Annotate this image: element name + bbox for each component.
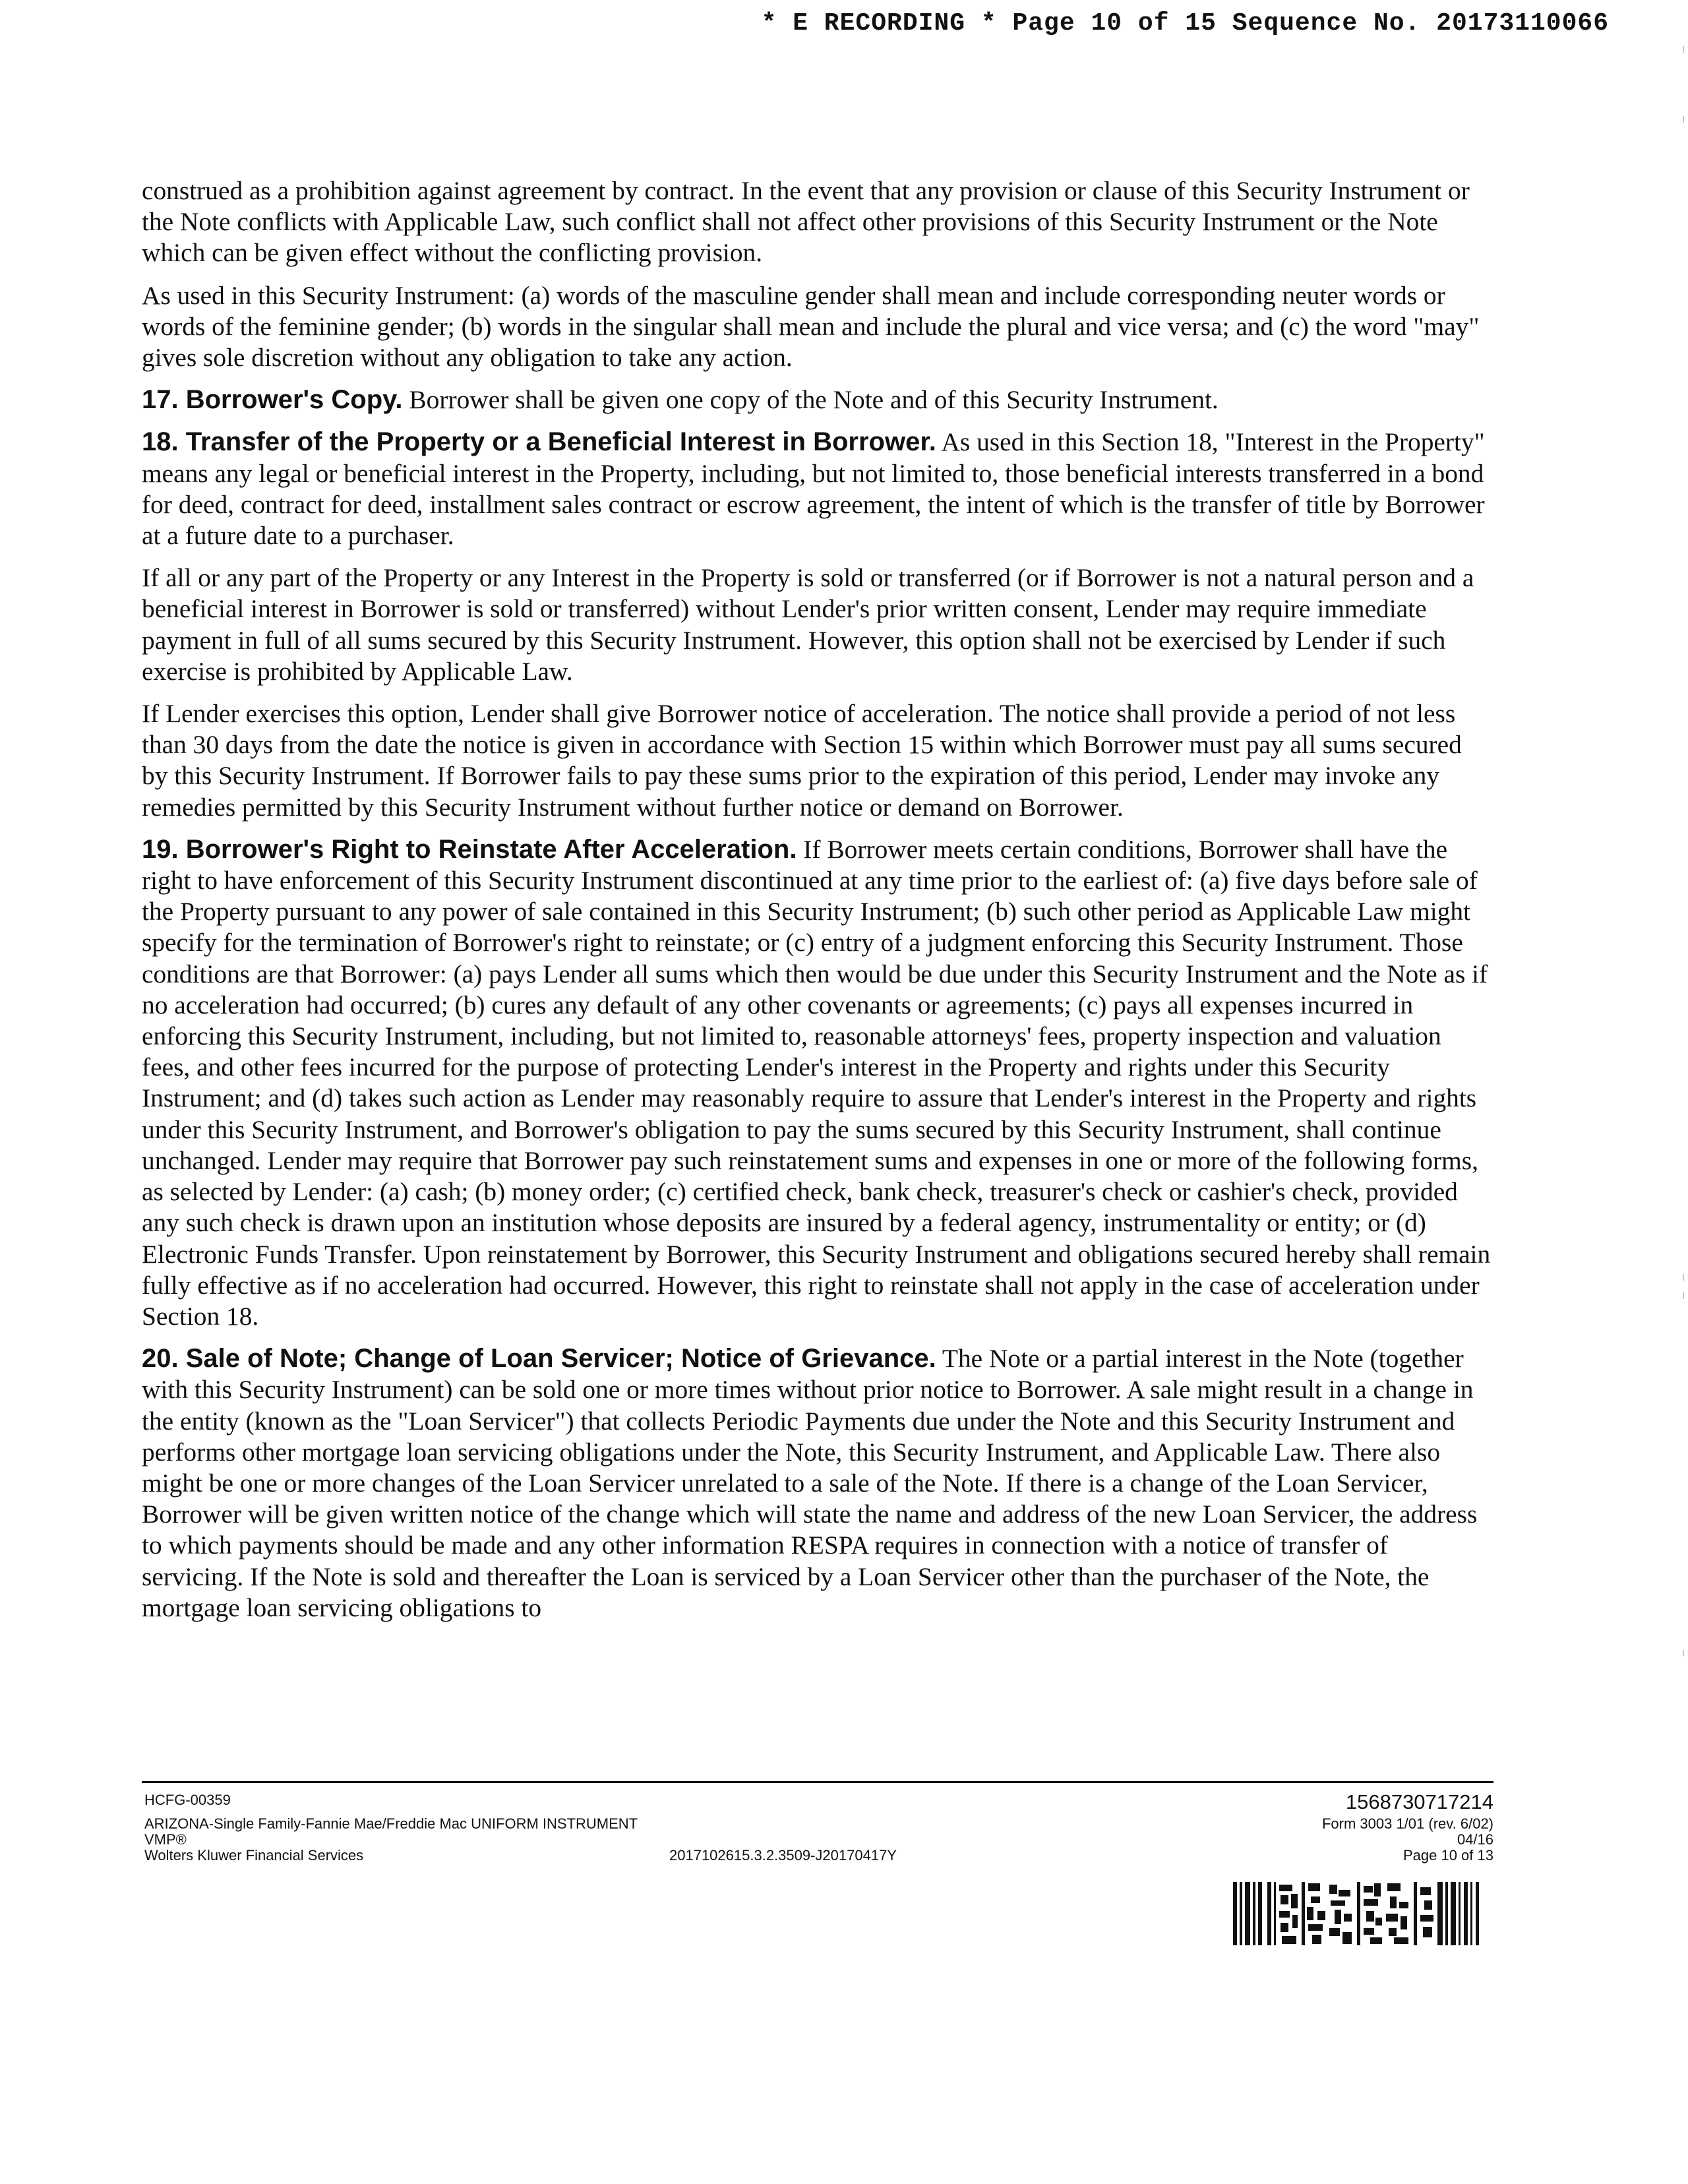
section-heading: 17. Borrower's Copy. bbox=[142, 385, 403, 415]
section-17 bbox=[142, 384, 1493, 415]
scan-edge-mark bbox=[1683, 116, 1684, 123]
scan-edge-mark bbox=[1683, 1650, 1684, 1656]
paragraph: If Lender exercises this option, Lender shall give Borrower notice of acceleration. The notice shall provide a period of not less than 30 days from the date the notice is given in accordance with Section 15 within which Borrower must pay all sums secured by this Security Instrument. If Borrower fails to pay these sums prior to the expiration of this period, Lender may invoke any remedies permitted by this Security Instrument without further notice or demand on Borrower. bbox=[142, 699, 1462, 822]
section-text: Borrower shall be given one copy of the Note and of this Security Instrument. bbox=[402, 385, 1219, 415]
scan-edge-mark bbox=[1683, 46, 1684, 53]
section-heading: 18. Transfer of the Property or a Beneficial Interest in Borrower. bbox=[142, 427, 936, 457]
section-heading: 20. Sale of Note; Change of Loan Servicer; Notice of Grievance. bbox=[142, 1344, 936, 1374]
document-body bbox=[142, 175, 1493, 1635]
section-text: As used in this Section 18, "Interest in the Property" means any legal or beneficial interest in the Property, including, but not limited to, those beneficial interests transferred in a bond for deed, contract for deed, installment sales contract or escrow agreement, the intent of which is the transfer of title by Borrower at a future date to a purchaser. bbox=[142, 427, 1485, 551]
form-date: 04/16 bbox=[1457, 1831, 1493, 1848]
barcode-graphic bbox=[1233, 1882, 1497, 1948]
section-text: If Borrower meets certain conditions, Borrower shall have the right to have enforcement of this Security Instrument discontinued at any time prior to the earliest of: (a) five days before sale of the Property pursuant to any power of sale contained in this Security Instrument; (b) such other period as Applicable Law might specify for the termination of Borrower's right to reinstate; or (c) entry of a judgment enforcing this Security Instrument. Those conditions are that Borrower: (a) pays Lender all sums which then would be due under this Security Instrument and the Note as if no acceleration had occurred; (b) cures any default of any other covenants or agreements; (c) pays all expenses incurred in enforcing this Security Instrument, including, but not limited to, reasonable attorneys' fees, property inspection and valuation fees, and other fees incurred for the purpose of protecting Lender's interest in the Property and rights under this Security Instrument; and (d) takes such action as Lender may reasonably require to assure that Lender's interest in the Property and rights under this Security Instrument, and Borrower's obligation to pay the sums secured by this Security Instrument, shall continue unchanged. Lender may require that Borrower pay such reinstatement sums and expenses in one or more of the following forms, as selected by Lender: (a) cash; (b) money order; (c) certified check, bank check, treasurer's check or cashier's check, provided any such check is drawn upon an institution whose deposits are insured by a federal agency, instrumentality or entity; or (d) Electronic Funds Transfer. Upon reinstatement by Borrower, this Security Instrument and obligations secured hereby shall remain fully effective as if no acceleration had occurred. However, this right to reinstate shall not apply in the case of acceleration under Section 18. bbox=[142, 834, 1491, 1331]
form-number: Form 3003 1/01 (rev. 6/02) bbox=[1321, 1815, 1493, 1832]
loan-number: 1568730717214 bbox=[1345, 1790, 1493, 1813]
section-18 bbox=[142, 427, 1493, 551]
page-count: Page 10 of 13 bbox=[1402, 1847, 1493, 1864]
section-19 bbox=[142, 834, 1493, 1332]
document-id: 2017102615.3.2.3509-J20170417Y bbox=[669, 1847, 897, 1864]
footer-rule bbox=[142, 1781, 1493, 1783]
section-text: The Note or a partial interest in the Note (together with this Security Instrument) can be sold one or more times without prior notice to Borrower. A sale might result in a change in the entity (known as the "Loan Servicer") that collects Periodic Payments due under the Note and this Security Instrument and performs other mortgage loan servicing obligations under the Note, this Security Instrument, and Applicable Law. There also might be one or more changes of the Loan Servicer unrelated to a sale of the Note. If there is a change of the Loan Servicer, Borrower will be given written notice of the change which will state the name and address of the new Loan Servicer, the address to which payments should be made and any other information RESPA requires in connection with a notice of transfer of servicing. If the Note is sold and thereafter the Loan is serviced by a Loan Servicer other than the purchaser of the Note, the mortgage loan servicing obligations to bbox=[142, 1344, 1478, 1622]
publisher: Wolters Kluwer Financial Services bbox=[144, 1847, 364, 1864]
vmp-mark: VMP® bbox=[144, 1831, 187, 1848]
section-20 bbox=[142, 1343, 1493, 1623]
recording-header: * E RECORDING * Page 10 of 15 Sequence No. 20173110066 bbox=[761, 9, 1609, 38]
barcode-bars bbox=[1233, 1882, 1479, 1945]
paragraph: If all or any part of the Property or any Interest in the Property is sold or transferred (or if Borrower is not a natural person and a beneficial interest in Borrower is sold or transferred) without Lender's prior written consent, Lender may require immediate payment in full of all sums secured by this Security Instrument. However, this option shall not be exercised by Lender if such exercise is prohibited by Applicable Law. bbox=[142, 563, 1474, 686]
paragraph: As used in this Security Instrument: (a) words of the masculine gender shall mean and include corresponding neuter words or words of the feminine gender; (b) words in the singular shall mean and include the plural and vice versa; and (c) the word "may" gives sole discretion without any obligation to take any action. bbox=[142, 280, 1480, 373]
scan-edge-mark bbox=[1683, 1274, 1684, 1281]
section-heading: 19. Borrower's Right to Reinstate After Acceleration. bbox=[142, 834, 797, 864]
form-title: ARIZONA-Single Family-Fannie Mae/Freddie Mac UNIFORM INSTRUMENT bbox=[144, 1815, 638, 1832]
paragraph: construed as a prohibition against agreement by contract. In the event that any provision or clause of this Security Instrument or the Note conflicts with Applicable Law, such conflict shall not affect other provisions of this Security Instrument or the Note which can be given effect without the conflicting provision. bbox=[142, 176, 1470, 268]
doc-code: HCFG-00359 bbox=[144, 1792, 231, 1808]
scan-edge-mark bbox=[1683, 1292, 1684, 1299]
